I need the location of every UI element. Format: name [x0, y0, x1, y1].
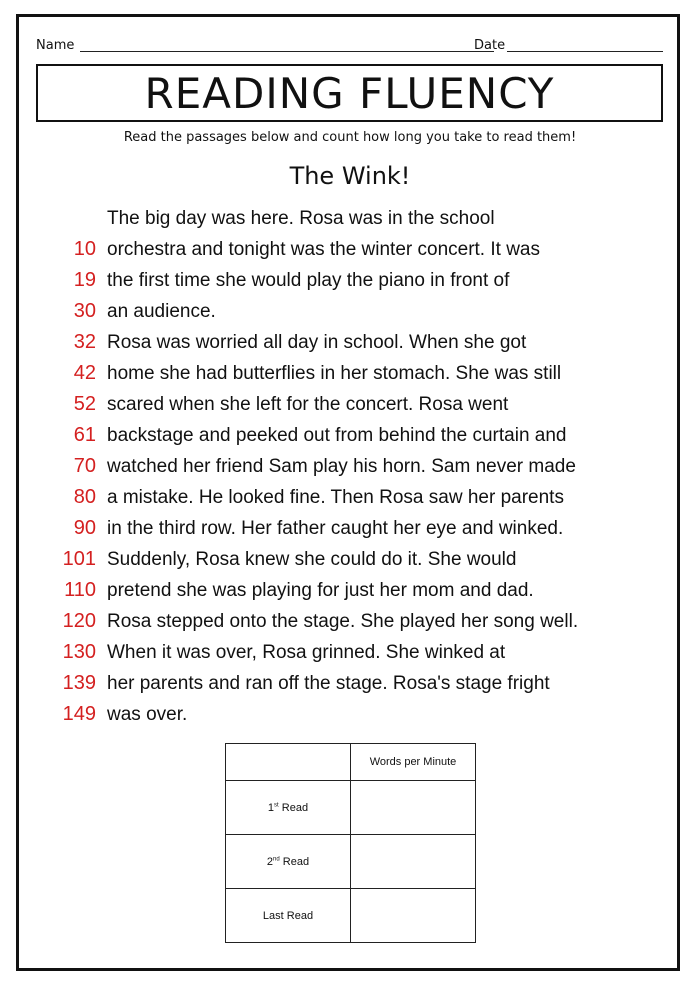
- passage-line: [40, 482, 680, 513]
- passage-line: [40, 699, 680, 730]
- read-number: 2: [266, 855, 274, 868]
- passage-line: [40, 451, 680, 482]
- passage-line: [40, 296, 680, 327]
- passage-line: [40, 637, 680, 668]
- read-label: Read: [281, 801, 309, 814]
- passage-text: orchestra and tonight was the winter concert. It was: [107, 239, 540, 260]
- passage-text: home she had butterflies in her stomach. She was still: [107, 363, 562, 384]
- passage-text: The big day was here. Rosa was in the school: [107, 208, 495, 229]
- passage-text: an audience.: [107, 301, 216, 322]
- wpm-table-corner: [226, 744, 351, 781]
- passage-text: a mistake. He looked fine. Then Rosa saw her parents: [107, 487, 564, 508]
- passage-line: [40, 513, 680, 544]
- passage: [40, 203, 680, 730]
- header-row: [36, 36, 666, 56]
- passage-text: in the third row. Her father caught her eye and winked.: [107, 518, 564, 539]
- wpm-header: Words per Minute: [351, 744, 476, 781]
- passage-line: [40, 265, 680, 296]
- passage-line: [40, 358, 680, 389]
- name-field[interactable]: [80, 51, 494, 52]
- wpm-row-label: [226, 835, 351, 889]
- word-count: 61: [73, 424, 96, 446]
- date-field[interactable]: [507, 51, 663, 52]
- passage-text: watched her friend Sam play his horn. Sam never made: [107, 456, 576, 477]
- word-count: 80: [73, 486, 96, 508]
- word-count: 90: [73, 517, 96, 539]
- read-label: Read: [282, 855, 310, 868]
- wpm-row-3: [226, 889, 476, 943]
- instructions: Read the passages below and count how long you take to read them!: [123, 130, 577, 145]
- word-count: 120: [62, 610, 96, 632]
- wpm-row-label: [226, 889, 351, 943]
- word-count: 19: [73, 269, 96, 291]
- word-count: 149: [62, 703, 96, 725]
- word-count: 10: [73, 238, 96, 260]
- passage-line: [40, 575, 680, 606]
- word-count: 30: [73, 300, 96, 322]
- read-suffix: st: [274, 801, 279, 808]
- passage-text: When it was over, Rosa grinned. She winked at: [107, 642, 506, 663]
- passage-line: [40, 544, 680, 575]
- passage-text: Rosa was worried all day in school. When she got: [107, 332, 527, 353]
- word-count: 101: [62, 548, 96, 570]
- wpm-value-cell[interactable]: [351, 835, 476, 889]
- passage-line: [40, 420, 680, 451]
- word-count: 42: [73, 362, 96, 384]
- passage-line: [40, 327, 680, 358]
- word-count: 110: [64, 579, 96, 601]
- wpm-value-cell[interactable]: [351, 781, 476, 835]
- read-number: 1: [267, 801, 275, 814]
- read-label: Last Read: [262, 909, 314, 922]
- wpm-row-1: [226, 781, 476, 835]
- wpm-table-header-row: [226, 744, 476, 781]
- passage-line: [40, 234, 680, 265]
- word-count: 130: [62, 641, 96, 663]
- word-count: 70: [73, 455, 96, 477]
- passage-text: her parents and ran off the stage. Rosa's stage fright: [107, 673, 550, 694]
- word-count: 52: [73, 393, 96, 415]
- word-count: 139: [62, 672, 96, 694]
- page-title: READING FLUENCY: [144, 68, 555, 118]
- passage-line: [40, 203, 680, 234]
- passage-text: backstage and peeked out from behind the curtain and: [107, 425, 567, 446]
- date-label: Date: [474, 38, 506, 53]
- passage-text: the first time she would play the piano in front of: [107, 270, 510, 291]
- wpm-value-cell[interactable]: [351, 889, 476, 943]
- name-label: Name: [36, 38, 75, 53]
- passage-text: scared when she left for the concert. Rosa went: [107, 394, 509, 415]
- passage-line: [40, 606, 680, 637]
- title-box: [36, 64, 663, 122]
- passage-text: pretend she was playing for just her mom and dad.: [107, 580, 534, 601]
- word-count: 32: [73, 331, 96, 353]
- wpm-table: [225, 743, 476, 943]
- wpm-row-label: [226, 781, 351, 835]
- passage-text: was over.: [107, 704, 188, 725]
- read-suffix: nd: [273, 855, 280, 862]
- story-title: The Wink!: [289, 162, 411, 190]
- passage-text: Rosa stepped onto the stage. She played her song well.: [107, 611, 579, 632]
- wpm-row-2: [226, 835, 476, 889]
- passage-text: Suddenly, Rosa knew she could do it. She would: [107, 549, 517, 570]
- passage-line: [40, 389, 680, 420]
- passage-line: [40, 668, 680, 699]
